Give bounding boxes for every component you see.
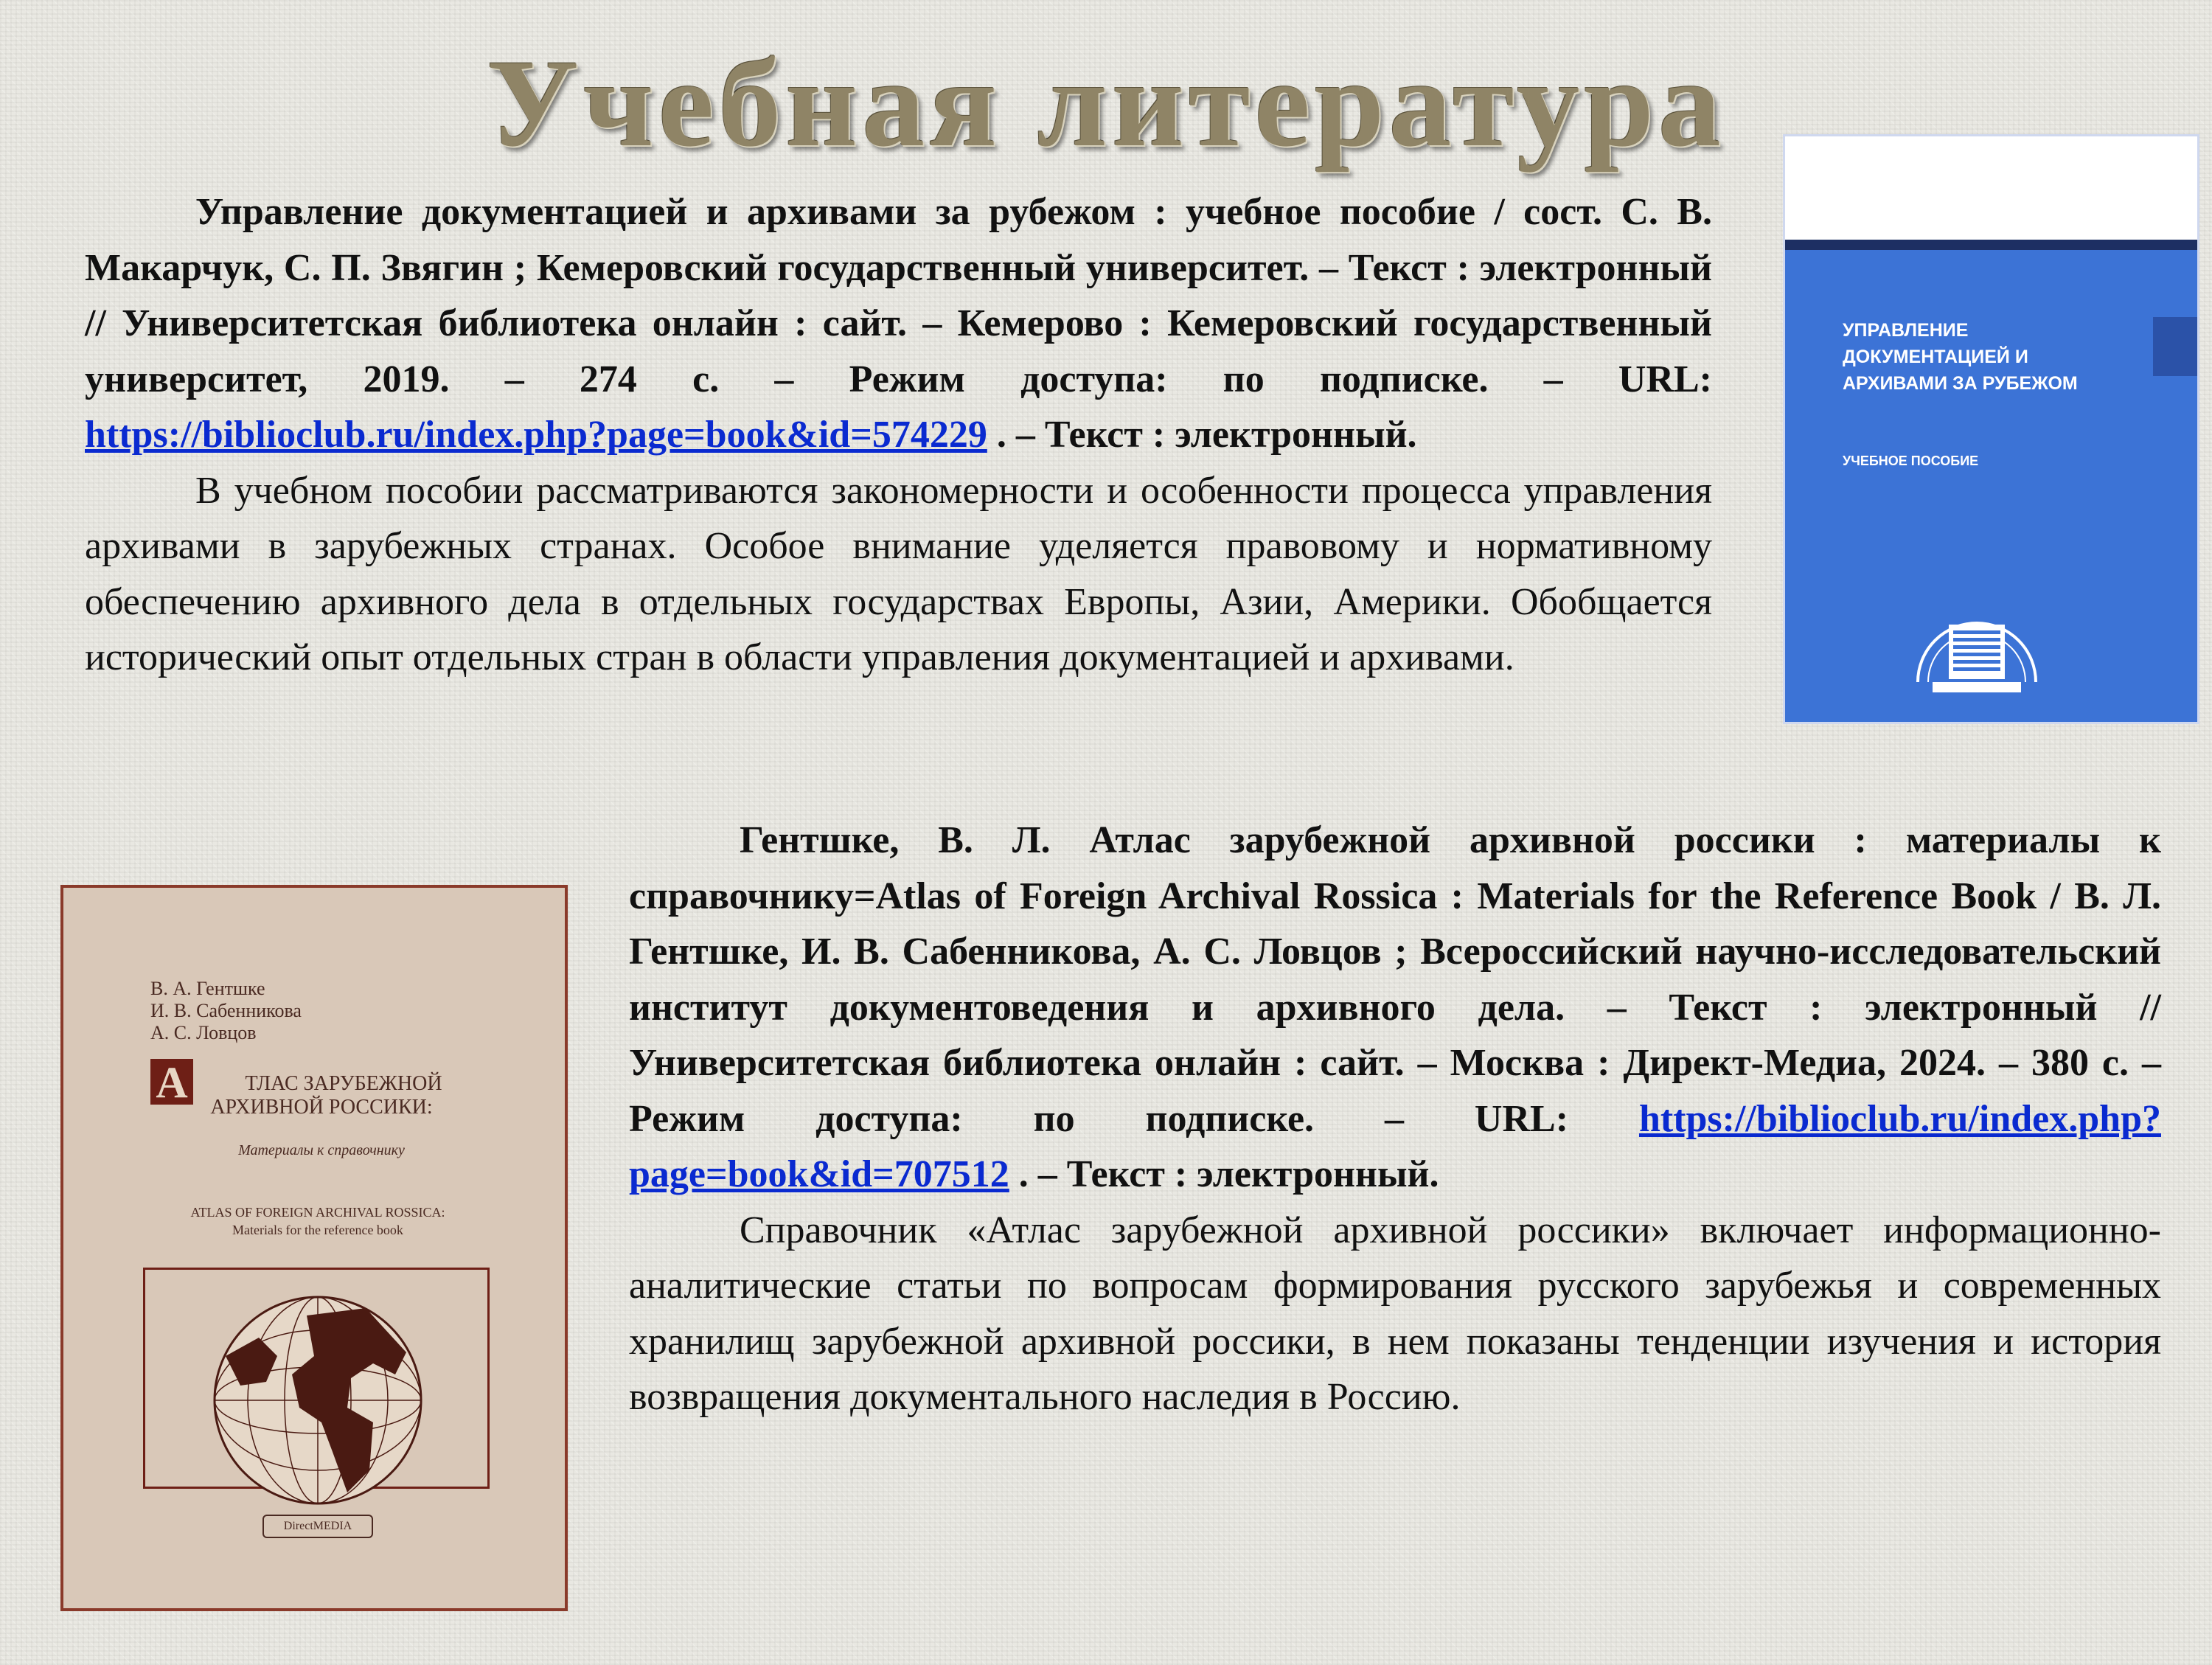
university-emblem-icon xyxy=(1903,579,2051,697)
citation-1-text: Управление документацией и архивами за рубежом : учебное пособие / сост. С. В. Макарчук, С. П. Звягин ; Кемеровский государственный университет. – Текст : электронный // Университетская библиотека онлайн : сайт. – Кемерово : Кемеровский государственный университет, 2019. – 274 с. – Режим доступа: по подписке. – URL: xyxy=(85,191,1712,400)
book-link-2[interactable]: https://biblioclub.ru/index.php?page=book&id=707512 xyxy=(629,1097,2161,1195)
publisher-logo: DirectMEDIA xyxy=(262,1515,373,1538)
cover-2-subtitle: Материалы к справочнику xyxy=(238,1142,405,1158)
citation-2-text: Гентшке, В. Л. Атлас зарубежной архивной россики : материалы к справочнику=Atlas of Foreign Archival Rossica : Materials for the Reference Book / В. Л. Гентшке, И. В. Сабенникова, А. С. Ловцов ; Всероссийский научно-исследовательский институт документоведения и архивного дела. – Текст : электронный // Университетская библиотека онлайн : сайт. – Москва : Директ-Медиа, 2024. – 380 с. – Режим доступа: по подписке. – URL: xyxy=(629,819,2161,1140)
description-2: Справочник «Атлас зарубежной архивной россики» включает информационно-аналитические статьи по вопросам формирования русского зарубежья и современных хранилищ зарубежной архивной россики, в нем показаны тенденции изучения и история возвращения документального наследия в Россию. xyxy=(629,1209,2161,1418)
page-title: Учебная литература xyxy=(487,34,1725,173)
description-1: В учебном пособии рассматриваются закономерности и особенности процесса управления архивами в зарубежных странах. Особое внимание уделяется правовому и нормативному обеспечению архивного дела в отдельных государствах Европы, Азии, Америки. Обобщается исторический опыт отдельных стран в области управления документацией и архивами. xyxy=(85,469,1712,678)
book-link-1[interactable]: https://biblioclub.ru/index.php?page=book&id=574229 xyxy=(85,414,987,456)
globe-icon xyxy=(196,1286,439,1515)
book-entry-1 xyxy=(85,184,1712,686)
cover-2-title-line: ТЛАС ЗАРУБЕЖНОЙ xyxy=(245,1072,442,1095)
citation-2 xyxy=(629,813,2161,1203)
cover-2-english-line: Materials for the reference book xyxy=(232,1223,403,1237)
book-entry-2 xyxy=(629,813,2161,1425)
cover-2-author: А. С. Ловцов xyxy=(150,1022,257,1043)
cover-2-author: В. А. Гентшке xyxy=(150,978,265,999)
cover-2-english-line: ATLAS OF FOREIGN ARCHIVAL ROSSICA: xyxy=(190,1205,445,1220)
book-cover-1[interactable] xyxy=(1783,134,2199,724)
cover-2-title-initial: А xyxy=(150,1059,193,1105)
citation-1 xyxy=(85,184,1712,463)
cover-2-title xyxy=(152,1072,491,1119)
cover-2-authors xyxy=(150,978,302,1044)
citation-1-tail: . – Текст : электронный. xyxy=(987,414,1417,456)
cover-side-tab xyxy=(2153,317,2197,376)
cover-2-author: И. В. Сабенникова xyxy=(150,1000,302,1021)
citation-2-tail: . – Текст : электронный. xyxy=(1009,1153,1439,1195)
cover-2-english-title xyxy=(122,1203,513,1239)
cover-1-subtitle: УЧЕБНОЕ ПОСОБИЕ xyxy=(1843,453,1979,468)
cover-1-title: УПРАВЛЕНИЕ ДОКУМЕНТАЦИЕЙ И АРХИВАМИ ЗА РУБЕЖОМ xyxy=(1843,320,2078,394)
cover-header-area xyxy=(1785,136,2197,240)
cover-2-title-line: АРХИВНОЙ РОССИКИ: xyxy=(210,1096,433,1119)
cover-divider xyxy=(1785,240,2197,250)
book-cover-2[interactable] xyxy=(60,885,568,1611)
